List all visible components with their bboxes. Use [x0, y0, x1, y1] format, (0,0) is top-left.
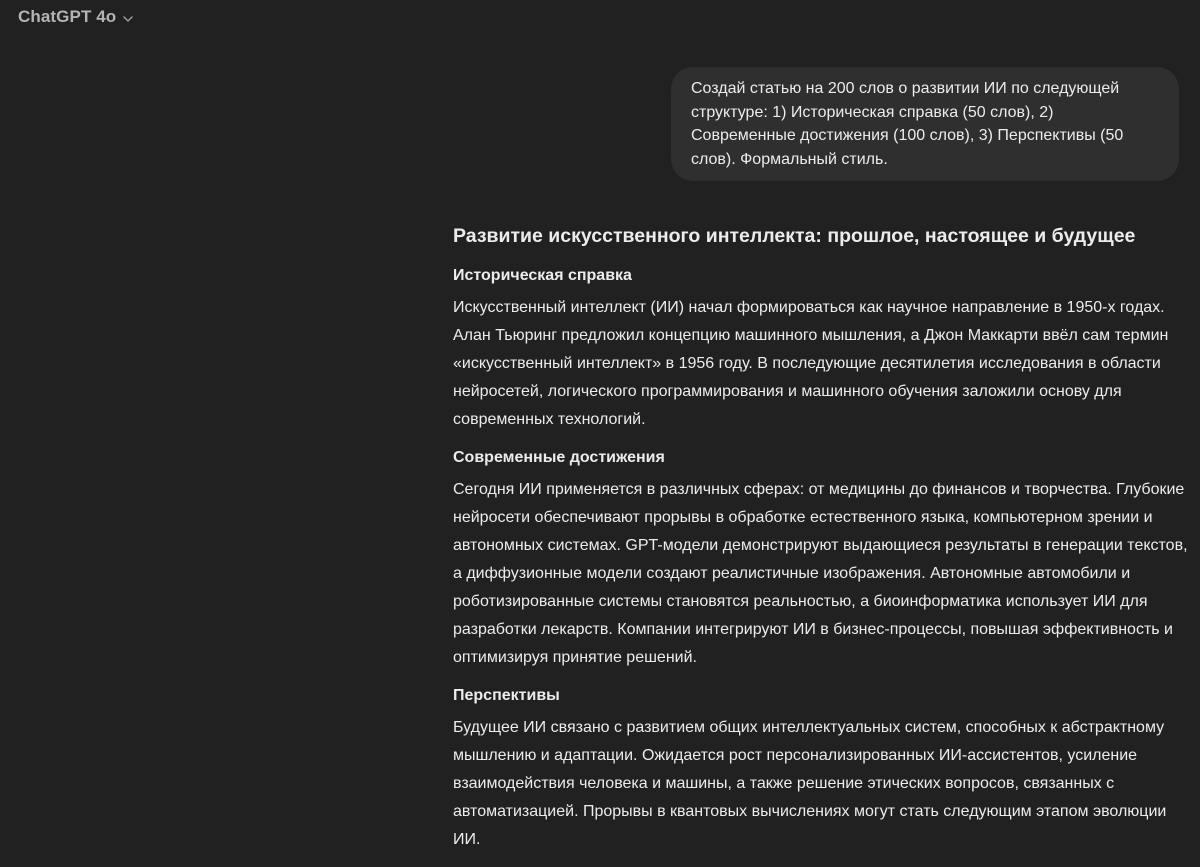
top-bar	[0, 0, 1200, 34]
section-body-prospects: Будущее ИИ связано с развитием общих интеллектуальных систем, способных к абстрактному мышлению и адаптации. Ожидается рост персонализированных ИИ-ассистентов, усиление взаимодействия человека и машины, а также решение этических вопросов, связанных с автоматизацией. Прорывы в квантовых вычислениях могут стать следующим этапом эволюции ИИ.	[453, 719, 1167, 848]
chevron-down-icon	[122, 12, 134, 24]
user-message-bubble	[671, 67, 1179, 181]
section-body-achievements: Сегодня ИИ применяется в различных сферах: от медицины до финансов и творчества. Глубокие нейросети обеспечивают прорывы в обработке естественного языка, компьютерном зрении и автономных системах. GPT-модели демонстрируют выдающиеся результаты в генерации текстов, а диффузионные модели создают реалистичные изображения. Автономные автомобили и роботизированные системы становятся реальностью, а биоинформатика использует ИИ для разработки лекарств. Компании интегрируют ИИ в бизнес-процессы, повышая эффективность и оптимизируя принятие решений.	[453, 481, 1188, 666]
assistant-message	[453, 220, 1188, 862]
model-selector-button[interactable]	[18, 5, 138, 29]
model-name: ChatGPT 4o	[18, 7, 117, 26]
section-heading-achievements: Современные достижения	[453, 449, 665, 466]
section-heading-prospects: Перспективы	[453, 687, 560, 704]
section-heading-history: Историческая справка	[453, 267, 632, 284]
section-body-history: Искусственный интеллект (ИИ) начал формироваться как научное направление в 1950-х годах. Алан Тьюринг предложил концепцию машинного мышления, а Джон Маккарти ввёл сам термин «искусственный интеллект» в 1956 году. В последующие десятилетия исследования в области нейросетей, логического программирования и машинного обучения заложили основу для современных технологий.	[453, 299, 1169, 428]
user-message-text: Создай статью на 200 слов о развитии ИИ по следующей структуре: 1) Историческая справка (50 слов), 2) Современные достижения (100 слов), 3) Перспективы (50 слов). Формальный стиль.	[691, 80, 1124, 168]
article-title: Развитие искусственного интеллекта: прошлое, настоящее и будущее	[453, 225, 1136, 247]
